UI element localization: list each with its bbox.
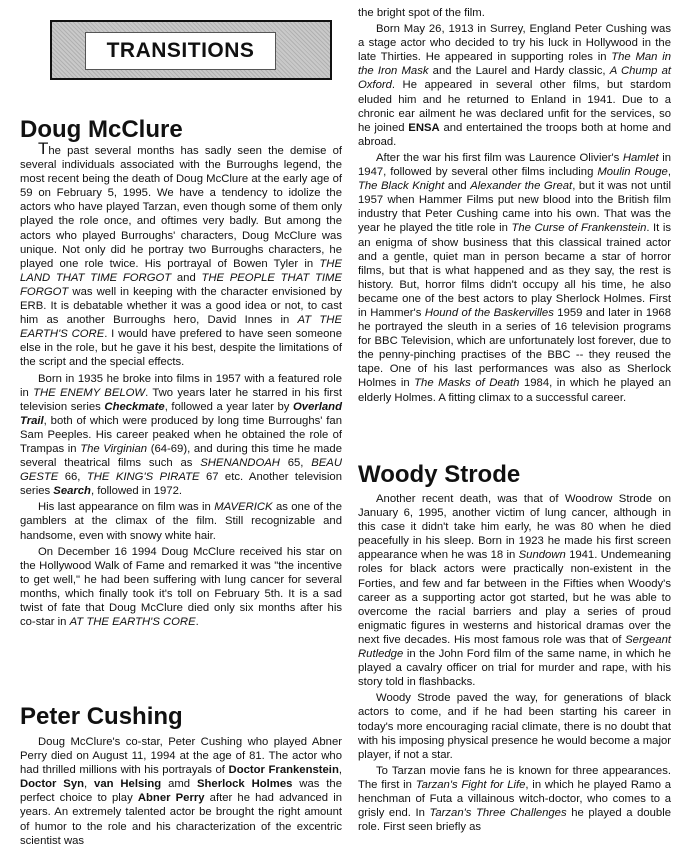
doug-paragraph-1: The past several months has sadly seen the demise of several individuals associated with the Burroughs legend, the most recent being the death of Doug McClure at the early age of 59 on February 5, 1995. We have a tendency to idolize the actors who have played Tarzan, even though some of them only played the role once, and oftimes very badly. But among the actors who played Burroughs' characters, Doug McClure was unique. Not only did he portray two Burroughs characters, he played one role twice. His portrayal of Bowen Tyler in THE LAND THAT TIME FORGOT and THE PEOPLE THAT TIME FORGOT was well in keeping with the character envisioned by ERB. It is debatable whether it was a good idea or not, to cast him as another Burroughs hero, David Innes in AT THE EARTH'S CORE. I would have prefered to have seen someone else in the role, but he gave it his best, despite the limitations of the script and the special effects. bbox=[20, 139, 342, 369]
woody-paragraph-3: To Tarzan movie fans he is known for three appearances. The first in Tarzan's Fight for Life, in which he played Ramo a henchman of Futa a villainous witch-doctor, who comes to a grisly end. In Tarzan's Three Challenges he played a double role. First seen briefly as bbox=[358, 764, 672, 834]
peter-paragraph-2: Born May 26, 1913 in Surrey, England Peter Cushing was a stage actor who decided to try his luck in Hollywood in the late Thirties. He appeared in supporting roles in The Man in the Iron Mask and the Laurel and Hardy classic, A Chump at Oxford. He appeared in several other films, but stardom eluded him and he returned to Enland in 1941. Due to a chronic ear ailment he was declared unfit for the services, so he joined ENSA and entertained the troops both at home and abroad. bbox=[358, 23, 671, 148]
doug-paragraph-2: Born in 1935 he broke into films in 1957 with a featured role in THE ENEMY BELOW. Two years later he starred in his first television series Checkmate, followed a year later by Overland Trail, both of which were produced by long time Burroughs' fan Sam Peeples. His career peaked when he obtained the role of Trampas in The Virginian (64-69), and during this time he made several theatrical films such as SHENANDOAH 65, BEAU GESTE 66, THE KING'S PIRATE 67 etc. Another television series Search, followed in 1972. bbox=[20, 372, 342, 498]
peter-paragraph-3: After the war his first film was Laurence Olivier's Hamlet in 1947, followed by several other films including Moulin Rouge, The Black Knight and Alexander the Great, but it was not until 1957 when Hammer Films put new blood into the British film industry that Peter Cushing came into his own. That was the year he played the title role in The Curse of Frankenstein. It is an enigma of show business that this classical trained actor and a gentle, quiet man in person became a star of horror films, but that is what happened and as they say, the rest is history. But, horror films didn't occupy all his time, he also became one of the best actors to play Sherlock Holmes. First in Hammer's Hound of the Baskervilles 1959 and later in 1968 he portrayed the sleuth in a series of 16 television programs for BBC Television, which are unfortunately lost forever, due to the penny-pinching practises of the BBC -- they reused the tape. One of his last performances was also as Sherlock Holmes in The Masks of Death 1984, in which he played an elderly Holmes. A fitting climax to a successful career. bbox=[358, 151, 672, 404]
doug-paragraph-4: On December 16 1994 Doug McClure received his star on the Hollywood Walk of Fame and remarked it was "the incentive to get well," he had been suffering with lung cancer for several months, which finally took it's toll on February 5th. It is a sad twist of fate that Doug McClure died only six months after his co-star in AT THE EARTH'S CORE. bbox=[20, 545, 342, 629]
doug-paragraph-3: His last appearance on film was in MAVERICK as one of the gamblers at the climax of the film. Still recognizable and handsome, even with snowy white hair. bbox=[20, 501, 342, 542]
section-banner bbox=[50, 20, 332, 80]
section-title: TRANSITIONS bbox=[106, 39, 255, 62]
section-banner-label-box bbox=[85, 32, 276, 70]
heading-peter-cushing: Peter Cushing bbox=[20, 703, 183, 730]
peter-paragraph-1-continued: the bright spot of the film. bbox=[358, 7, 485, 19]
article-peter-cushing bbox=[20, 735, 342, 850]
heading-doug-mcclure: Doug McClure bbox=[20, 116, 183, 143]
woody-paragraph-1: Another recent death, was that of Woodrow Strode on January 6, 1995, another victim of lung cancer, although in this case it didn't take him early, he was 80 when he died peacefully in his sleep. Born in 1923 he made his first screen appearance when he was 18 in Sundown 1941. Undemeaning roles for black actors were practically non-existent in the Forties, and few and far between in the Fifties when Woody's career as a supporting actor got started, but he was able to overcome the racial barriers and play a series of proud enigmatic figures in westerns and historical dramas over the next five decades. His most famous role was that of Sergeant Rutledge in the John Ford film of the same name, in which he played a cavalry officer on trial for murder and rape, with his story told in flashbacks. bbox=[358, 493, 672, 689]
woody-paragraph-2: Woody Strode paved the way, for generations of black actors to come, and if he had been starting his career in today's more encouraging racial climate, there is no doubt that with his imposing physical presence he would become a major player, if not a star. bbox=[358, 692, 671, 761]
peter-paragraph-1: Doug McClure's co-star, Peter Cushing who played Abner Perry died on August 11, 1994 at the age of 81. The actor who had thrilled millions with his portrayals of Doctor Frankenstein, Doctor Syn, van Helsing amd Sherlock Holmes was the perfect choice to play Abner Perry after he had advanced in years. An extremely talented actor be brought the right amount of humor to the role and his characterization of the excentric scientist was bbox=[20, 736, 343, 847]
article-doug-mcclure bbox=[20, 139, 342, 631]
heading-woody-strode: Woody Strode bbox=[358, 461, 521, 488]
article-woody-strode bbox=[358, 492, 671, 836]
drop-cap: T bbox=[38, 139, 49, 158]
article-peter-cushing-continued bbox=[358, 6, 671, 407]
